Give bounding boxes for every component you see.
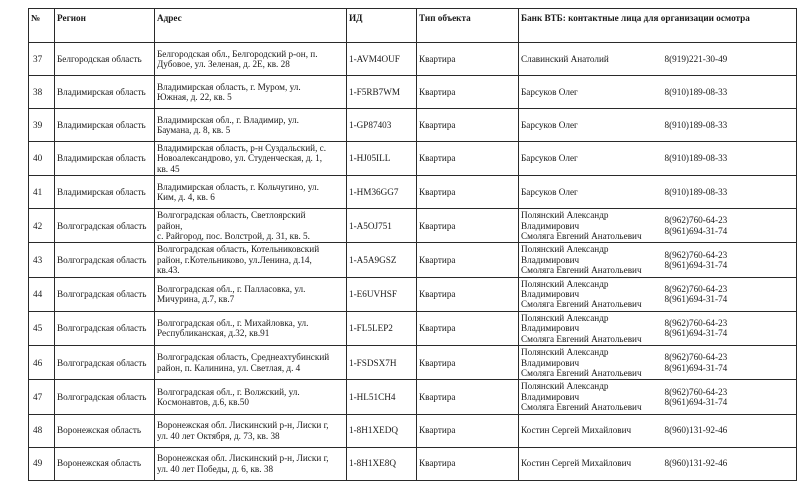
address-line: Мичурина, д.7, кв.7 (157, 294, 235, 305)
row-contacts (519, 447, 663, 480)
contact-name: Смолягa Евгений Анатольевич (521, 265, 642, 276)
address-line: кв.43. (157, 265, 180, 276)
header-id: ИД (347, 9, 417, 43)
table-row (29, 414, 797, 447)
row-phones (663, 176, 797, 209)
row-contacts (519, 109, 663, 142)
phone-number: 8(910)189-08-33 (664, 187, 728, 198)
row-contacts (519, 346, 663, 380)
address-line: Ким, д. 4, кв. 6 (157, 192, 215, 203)
row-phones (663, 43, 797, 76)
address-line: Владимирская обл., г. Владимир, ул. (157, 114, 299, 125)
row-region: Воронежская область (55, 447, 155, 480)
row-phones (663, 243, 797, 277)
contact-name: Полянский Александр (521, 278, 609, 289)
address-line: Волгоградская обл., г. Палласовка, ул. (157, 283, 306, 294)
row-address (155, 311, 347, 345)
row-type: Квартира (417, 176, 519, 209)
row-id: 1-HJ05ILL (347, 142, 417, 176)
row-address (155, 76, 347, 109)
row-id: 1-A5OJ751 (347, 209, 417, 243)
address-line: район, п. Калинина, ул. Светлая, д. 4 (157, 362, 301, 373)
phone-number: 8(960)131-92-46 (664, 425, 728, 436)
contact-name: Владимирович (521, 289, 580, 300)
phone-number: 8(962)760-64-23 (664, 318, 728, 329)
row-region: Волгоградская область (55, 311, 155, 345)
contact-name: Полянский Александр (521, 244, 609, 255)
address-line: Волгоградская обл., г. Волжский, ул. (157, 386, 300, 397)
row-phones (663, 109, 797, 142)
row-type: Квартира (417, 209, 519, 243)
address-line: кв. 45 (157, 163, 180, 174)
contact-name: Костин Сергей Михайлович (521, 425, 632, 436)
row-address (155, 380, 347, 414)
header-num: № (29, 9, 55, 43)
table-row (29, 176, 797, 209)
table-row (29, 380, 797, 414)
contact-name: Смолягa Евгений Анатольевич (521, 231, 642, 242)
phone-number: 8(962)760-64-23 (664, 352, 728, 363)
address-line: Волгоградская область, Среднеахтубинский (157, 352, 330, 363)
row-contacts (519, 142, 663, 176)
phone-number: 8(961)694-31-74 (664, 362, 728, 373)
row-id: 1-F5RB7WM (347, 76, 417, 109)
row-address (155, 277, 347, 311)
row-id: 1-8H1XEDQ (347, 414, 417, 447)
row-address (155, 346, 347, 380)
contact-name: Полянский Александр (521, 312, 609, 323)
phone-number: 8(910)189-08-33 (664, 119, 728, 130)
table-row (29, 109, 797, 142)
contact-name: Костин Сергей Михайлович (521, 458, 632, 469)
row-type: Квартира (417, 142, 519, 176)
contact-name: Барсуков Олег (521, 153, 578, 164)
row-num: 38 (29, 76, 55, 109)
row-region: Владимирская область (55, 76, 155, 109)
phone-number: 8(962)760-64-23 (664, 215, 728, 226)
row-contacts (519, 243, 663, 277)
row-type: Квартира (417, 311, 519, 345)
table-row (29, 43, 797, 76)
address-line: Волгоградская область, Светлоярский (157, 210, 306, 221)
address-line: Волгоградская область, Котельниковский (157, 244, 320, 255)
inspection-table (28, 8, 797, 481)
row-phones (663, 277, 797, 311)
phone-number: 8(962)760-64-23 (664, 386, 728, 397)
address-line: Владимирская область, г. Кольчугино, ул. (157, 181, 319, 192)
row-type: Квартира (417, 447, 519, 480)
row-contacts (519, 176, 663, 209)
row-type: Квартира (417, 76, 519, 109)
row-phones (663, 414, 797, 447)
table-body (29, 43, 797, 481)
contact-name: Полянский Александр (521, 381, 609, 392)
row-type: Квартира (417, 414, 519, 447)
row-region: Воронежская область (55, 414, 155, 447)
contact-name: Смолягa Евгений Анатольевич (521, 367, 642, 378)
row-num: 48 (29, 414, 55, 447)
row-num: 41 (29, 176, 55, 209)
row-num: 44 (29, 277, 55, 311)
row-num: 46 (29, 346, 55, 380)
contact-name: Смолягa Евгений Анатольевич (521, 299, 642, 310)
phone-number: 8(910)189-08-33 (664, 153, 728, 164)
row-id: 1-FSDSX7H (347, 346, 417, 380)
row-region: Владимирская область (55, 109, 155, 142)
phone-number: 8(961)694-31-74 (664, 225, 728, 236)
row-region: Белгородская область (55, 43, 155, 76)
row-region: Владимирская область (55, 176, 155, 209)
address-line: Новоалександрово, ул. Студенческая, д. 1, (157, 153, 323, 164)
phone-number: 8(961)694-31-74 (664, 328, 728, 339)
row-phones (663, 346, 797, 380)
row-num: 40 (29, 142, 55, 176)
row-id: 1-E6UVHSF (347, 277, 417, 311)
row-contacts (519, 277, 663, 311)
row-phones (663, 142, 797, 176)
contact-name: Смолягa Евгений Анатольевич (521, 402, 642, 413)
row-num: 37 (29, 43, 55, 76)
row-id: 1-GP87403 (347, 109, 417, 142)
address-line: Белгородская обл., Белгородский р-он, п. (157, 48, 318, 59)
header-contacts: Банк ВТБ: контактные лица для организации осмотра (519, 9, 797, 43)
address-line: ул. 40 лет Победы, д. 6, кв. 38 (157, 463, 274, 474)
row-address (155, 243, 347, 277)
row-id: 1-A5A9GSZ (347, 243, 417, 277)
row-contacts (519, 43, 663, 76)
table-row (29, 277, 797, 311)
contact-name: Владимирович (521, 391, 580, 402)
row-num: 43 (29, 243, 55, 277)
header-row (29, 9, 797, 43)
phone-number: 8(910)189-08-33 (664, 86, 728, 97)
row-type: Квартира (417, 380, 519, 414)
address-line: Воронежская обл. Лискинский р-н, Лиски г, (157, 420, 329, 431)
phone-number: 8(960)131-92-46 (664, 458, 728, 469)
phone-number: 8(962)760-64-23 (664, 249, 728, 260)
address-line: Владимирская область, р-н Суздальский, с. (157, 143, 327, 153)
address-line: Волгоградская обл., г. Михайловка, ул. (157, 318, 309, 329)
row-region: Волгоградская область (55, 243, 155, 277)
contact-name: Славинский Анатолий (521, 53, 609, 64)
row-contacts (519, 414, 663, 447)
row-num: 42 (29, 209, 55, 243)
row-address (155, 209, 347, 243)
row-type: Квартира (417, 346, 519, 380)
row-phones (663, 209, 797, 243)
phone-number: 8(961)694-31-74 (664, 294, 728, 305)
table-row (29, 209, 797, 243)
row-id: 1-HM36GG7 (347, 176, 417, 209)
row-num: 49 (29, 447, 55, 480)
row-phones (663, 311, 797, 345)
table-row (29, 243, 797, 277)
row-contacts (519, 76, 663, 109)
address-line: ул. 40 лет Октября, д. 73, кв. 38 (157, 430, 280, 441)
header-type: Тип объекта (417, 9, 519, 43)
row-contacts (519, 311, 663, 345)
address-line: Баумана, д. 8, кв. 5 (157, 125, 231, 135)
address-line: район, г.Котельниково, ул.Ленина, д.14, (157, 254, 312, 265)
table-row (29, 142, 797, 176)
contact-name: Владимирович (521, 323, 580, 334)
row-address (155, 43, 347, 76)
row-type: Квартира (417, 277, 519, 311)
row-address (155, 414, 347, 447)
row-type: Квартира (417, 43, 519, 76)
row-id: 1-HL51CH4 (347, 380, 417, 414)
row-region: Владимирская область (55, 142, 155, 176)
table-row (29, 447, 797, 480)
row-phones (663, 76, 797, 109)
table-row (29, 346, 797, 380)
phone-number: 8(961)694-31-74 (664, 396, 728, 407)
address-line: Дубовое, ул. Зеленая, д. 2Е, кв. 28 (157, 59, 290, 69)
header-address: Адрес (155, 9, 347, 43)
row-address (155, 176, 347, 209)
contact-name: Владимирович (521, 220, 580, 231)
row-phones (663, 380, 797, 414)
address-line: с. Райгород, пос. Волстрой, д. 31, кв. 5. (157, 231, 310, 242)
row-id: 1-8H1XE8Q (347, 447, 417, 480)
row-region: Волгоградская область (55, 380, 155, 414)
row-contacts (519, 209, 663, 243)
row-phones (663, 447, 797, 480)
row-region: Волгоградская область (55, 209, 155, 243)
row-region: Волгоградская область (55, 346, 155, 380)
row-type: Квартира (417, 243, 519, 277)
contact-name: Полянский Александр (521, 347, 609, 358)
table-row (29, 76, 797, 109)
contact-name: Барсуков Олег (521, 86, 578, 97)
row-address (155, 142, 347, 176)
contact-name: Полянский Александр (521, 210, 609, 221)
row-address (155, 447, 347, 480)
row-type: Квартира (417, 109, 519, 142)
contact-name: Смолягa Евгений Анатольевич (521, 333, 642, 344)
address-line: Космонавтов, д.6, кв.50 (157, 396, 249, 407)
phone-number: 8(962)760-64-23 (664, 283, 728, 294)
row-id: 1-FL5LEP2 (347, 311, 417, 345)
contact-name: Владимирович (521, 357, 580, 368)
row-num: 45 (29, 311, 55, 345)
row-num: 39 (29, 109, 55, 142)
address-line: район, (157, 220, 183, 231)
contact-name: Барсуков Олег (521, 119, 578, 130)
row-region: Волгоградская область (55, 277, 155, 311)
table-row (29, 311, 797, 345)
contact-name: Владимирович (521, 254, 580, 265)
row-contacts (519, 380, 663, 414)
address-line: Республиканская, д.32, кв.91 (157, 328, 270, 339)
row-id: 1-AVM4OUF (347, 43, 417, 76)
phone-number: 8(961)694-31-74 (664, 260, 728, 271)
address-line: Южная, д. 22, кв. 5 (157, 92, 232, 102)
contact-name: Барсуков Олег (521, 187, 578, 198)
header-region: Регион (55, 9, 155, 43)
phone-number: 8(919)221-30-49 (664, 53, 728, 64)
address-line: Владимирская область, г. Муром, ул. (157, 81, 301, 92)
row-address (155, 109, 347, 142)
row-num: 47 (29, 380, 55, 414)
address-line: Воронежская обл. Лискинский р-н, Лиски г, (157, 453, 329, 464)
